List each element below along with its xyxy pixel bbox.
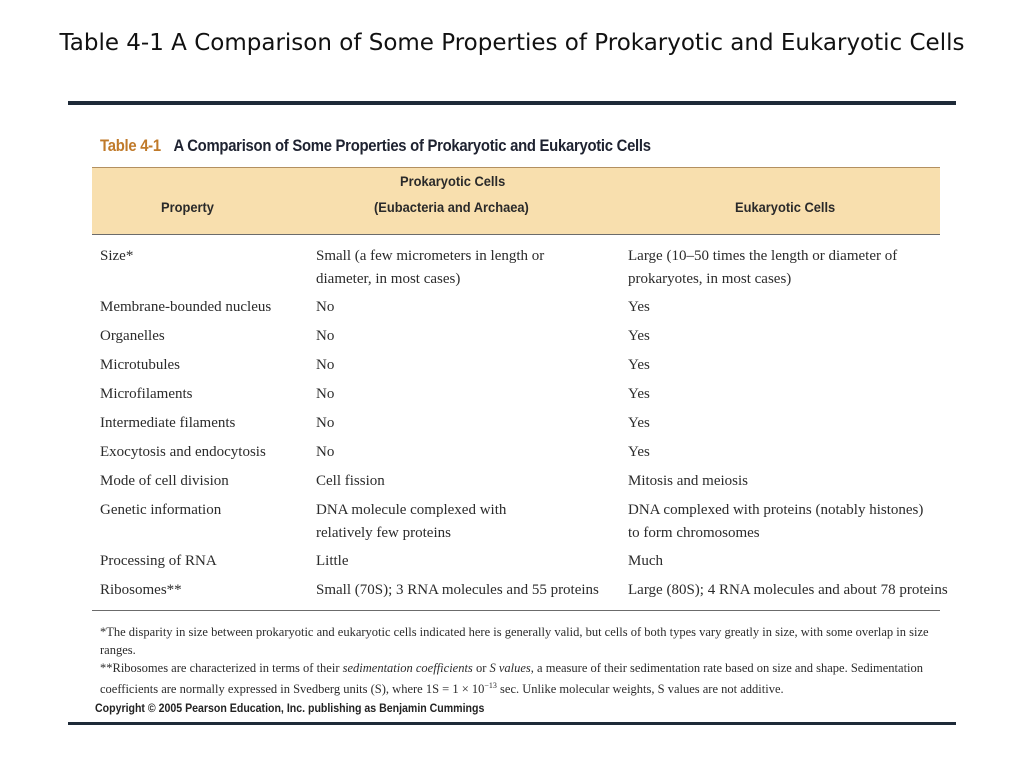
cell-property: Microtubules [100, 357, 180, 373]
cell-prokaryotic: No [316, 444, 335, 460]
frame-bottom-bar [68, 722, 956, 725]
header-prokaryotic-line1: Prokaryotic Cells [400, 173, 506, 189]
table-caption-text: A Comparison of Some Properties of Prokaryotic and Eukaryotic Cells [173, 137, 651, 155]
header-property: Property [161, 199, 214, 215]
header-bottom-rule [92, 234, 940, 235]
cell-eukaryotic: Mitosis and meiosis [628, 473, 749, 489]
cell-prokaryotic: No [316, 386, 335, 402]
cell-property: Microfilaments [100, 386, 193, 402]
cell-eukaryotic: DNA complexed with proteins (notably histones) to form chromosomes [628, 502, 924, 541]
cell-eukaryotic: Yes [628, 328, 650, 344]
cell-property: Intermediate filaments [100, 415, 236, 431]
table-caption [100, 137, 651, 156]
cell-eukaryotic: Yes [628, 299, 650, 315]
body-bottom-rule [92, 610, 940, 611]
table-figure [68, 101, 956, 726]
table-header [92, 168, 940, 234]
footnote-size: *The disparity in size between prokaryotic and eukaryotic cells indicated here is generally valid, but cells of both types vary greatly in size, with some overlap in size ranges. [100, 625, 929, 657]
cell-prokaryotic: Small (a few micrometers in length or diameter, in most cases) [316, 248, 545, 287]
cell-property: Organelles [100, 328, 165, 344]
cell-eukaryotic: Yes [628, 444, 650, 460]
cell-property: Exocytosis and endocytosis [100, 444, 266, 460]
cell-prokaryotic: Cell fission [316, 473, 385, 489]
cell-eukaryotic: Large (80S); 4 RNA molecules and about 78 proteins [628, 582, 948, 598]
cell-property: Size* [100, 248, 134, 264]
cell-eukaryotic: Large (10–50 times the length or diameter of prokaryotes, in most cases) [628, 248, 898, 287]
copyright-notice: Copyright © 2005 Pearson Education, Inc. publishing as Benjamin Cummings [95, 703, 485, 715]
cell-prokaryotic: No [316, 328, 335, 344]
header-prokaryotic-line2: (Eubacteria and Archaea) [374, 199, 529, 215]
cell-eukaryotic: Yes [628, 357, 650, 373]
cell-property: Membrane-bounded nucleus [100, 299, 272, 315]
frame-top-bar [68, 101, 956, 105]
cell-property: Genetic information [100, 502, 222, 518]
cell-eukaryotic: Much [628, 553, 663, 569]
cell-prokaryotic: No [316, 299, 335, 315]
cell-property: Ribosomes** [100, 582, 182, 598]
footnote-ribosomes: **Ribosomes are characterized in terms of their sedimentation coefficients or S values, a measure of their sedimentation rate based on size and shape. Sedimentation coefficients are normally expressed in Svedberg units (S), where $1S = 1 \times 10^{-13}$ sec. Unlike molecular weights, S values are not additive. [100, 661, 924, 697]
cell-prokaryotic: No [316, 357, 335, 373]
table-number: Table 4-1 [100, 137, 161, 155]
table-footnotes [100, 623, 940, 698]
cell-prokaryotic: No [316, 415, 335, 431]
cell-property: Processing of RNA [100, 553, 217, 569]
cell-prokaryotic: Small (70S); 3 RNA molecules and 55 proteins [316, 582, 599, 598]
cell-eukaryotic: Yes [628, 415, 650, 431]
cell-prokaryotic: Little [316, 553, 349, 569]
cell-property: Mode of cell division [100, 473, 229, 489]
header-eukaryotic: Eukaryotic Cells [735, 199, 836, 215]
cell-eukaryotic: Yes [628, 386, 650, 402]
slide-title: Table 4-1 A Comparison of Some Properties of Prokaryotic and Eukaryotic Cells [59, 30, 965, 56]
cell-prokaryotic: DNA molecule complexed with relatively few proteins [316, 502, 507, 541]
